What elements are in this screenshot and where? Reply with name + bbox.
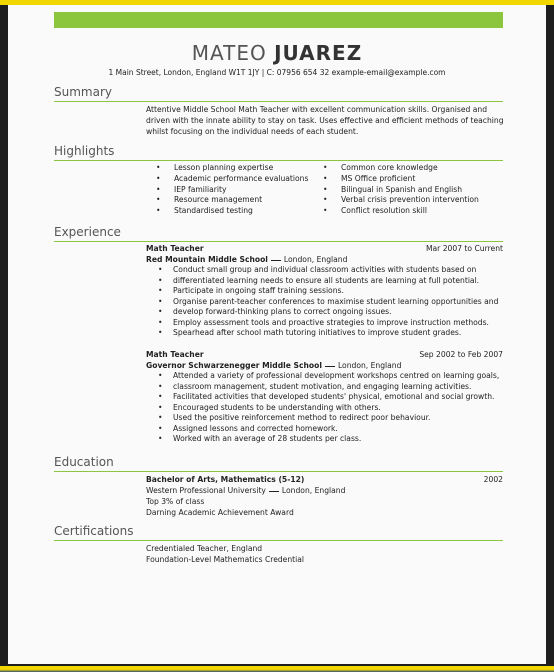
list-item: • differentiated learning needs to ensure all students are learning at full potential. (146, 276, 506, 287)
list-item: • Organise parent-teacher conferences to maximise student learning opportunities and (146, 297, 506, 308)
list-item: • develop forward-thinking plans to correct ongoing issues. (146, 307, 506, 318)
certification-item: Credentialed Teacher, England (146, 544, 263, 553)
job-title: Math Teacher (146, 350, 204, 359)
list-item: • Lesson planning expertise (148, 163, 308, 174)
job-bullets (146, 265, 506, 339)
list-item: • Conflict resolution skill (315, 206, 479, 217)
list-item: • Facilitated activities that developed students' physical, emotional and social growth. (146, 392, 506, 403)
employer-name: Governor Schwarzenegger Middle School (146, 361, 322, 370)
frame-bottom-edge (0, 666, 554, 672)
list-item: • Spearhead after school math tutoring initiatives to improve student grades. (146, 328, 506, 339)
list-item: • Used the positive reinforcement method to redirect poor behaviour. (146, 413, 506, 424)
job-title: Math Teacher (146, 244, 204, 253)
list-item: • Verbal crisis prevention intervention (315, 195, 479, 206)
section-rule (54, 471, 503, 472)
school-line (146, 485, 345, 496)
school-name: Western Professional University (146, 486, 266, 495)
section-title-summary: Summary (54, 85, 112, 99)
resume-name (8, 41, 546, 65)
highlights-left-list (148, 163, 308, 217)
list-item: • Common core knowledge (315, 163, 479, 174)
section-title-certifications: Certifications (54, 524, 134, 538)
summary-text (146, 104, 504, 137)
job-bullets (146, 371, 506, 445)
dash-separator (271, 260, 281, 261)
section-title-highlights: Highlights (54, 144, 115, 158)
job-location: London, England (337, 361, 402, 370)
list-item: • classroom management, student motivation, and engaging learning activities. (146, 382, 506, 393)
contact-line: 1 Main Street, London, England W1T 1JY | C: 07956 654 32 example-email@example.com (108, 68, 446, 77)
section-title-education: Education (54, 455, 114, 469)
education-detail: Top 3% of class (146, 497, 205, 506)
education-detail: Darning Academic Achievement Award (146, 508, 294, 517)
list-item: • Employ assessment tools and proactive strategies to improve instruction methods. (146, 318, 506, 329)
section-rule (54, 241, 503, 242)
degree: Bachelor of Arts, Mathematics (5-12) (146, 475, 305, 484)
dash-separator (269, 491, 279, 492)
job-location: London, England (283, 255, 348, 264)
list-item: • Encouraged students to be understanding with others. (146, 403, 506, 414)
header-accent-bar (54, 12, 503, 28)
list-item: • IEP familiarity (148, 185, 308, 196)
certification-item: Foundation-Level Mathematics Credential (146, 555, 305, 564)
job-dates: Mar 2007 to Current (425, 244, 503, 253)
job-dates: Sep 2002 to Feb 2007 (419, 350, 503, 359)
list-item: • Participate in ongoing staff training sessions. (146, 286, 506, 297)
dash-separator (325, 366, 335, 367)
summary-line: whilst focusing on the individual needs of each student. (146, 127, 359, 136)
graduation-year: 2002 (483, 475, 503, 484)
list-item: • Assigned lessons and corrected homework. (146, 424, 506, 435)
job-employer-line (146, 254, 347, 265)
list-item: • Bilingual in Spanish and English (315, 185, 479, 196)
last-name: JUAREZ (274, 41, 363, 65)
list-item: • Conduct small group and individual classroom activities with students based on (146, 265, 506, 276)
list-item: • Standardised testing (148, 206, 308, 217)
section-title-experience: Experience (54, 225, 121, 239)
first-name: MATEO (191, 41, 267, 65)
summary-line: driven with the innate ability to stay on task. Uses effective and efficient methods of teaching (146, 116, 504, 125)
list-item: • Resource management (148, 195, 308, 206)
list-item: • Academic performance evaluations (148, 174, 308, 185)
list-item: • Worked with an average of 28 students per class. (146, 434, 506, 445)
highlights-right-list (315, 163, 479, 217)
employer-name: Red Mountain Middle School (146, 255, 268, 264)
section-rule (54, 101, 503, 102)
section-rule (54, 540, 503, 541)
school-location: London, England (281, 486, 346, 495)
job-employer-line (146, 360, 401, 371)
list-item: • Attended a variety of professional development workshops centred on learning goals, (146, 371, 506, 382)
summary-line: Attentive Middle School Math Teacher with excellent communication skills. Organised and (146, 105, 488, 114)
list-item: • MS Office proficient (315, 174, 479, 185)
section-rule (54, 160, 503, 161)
resume-page (8, 5, 546, 664)
